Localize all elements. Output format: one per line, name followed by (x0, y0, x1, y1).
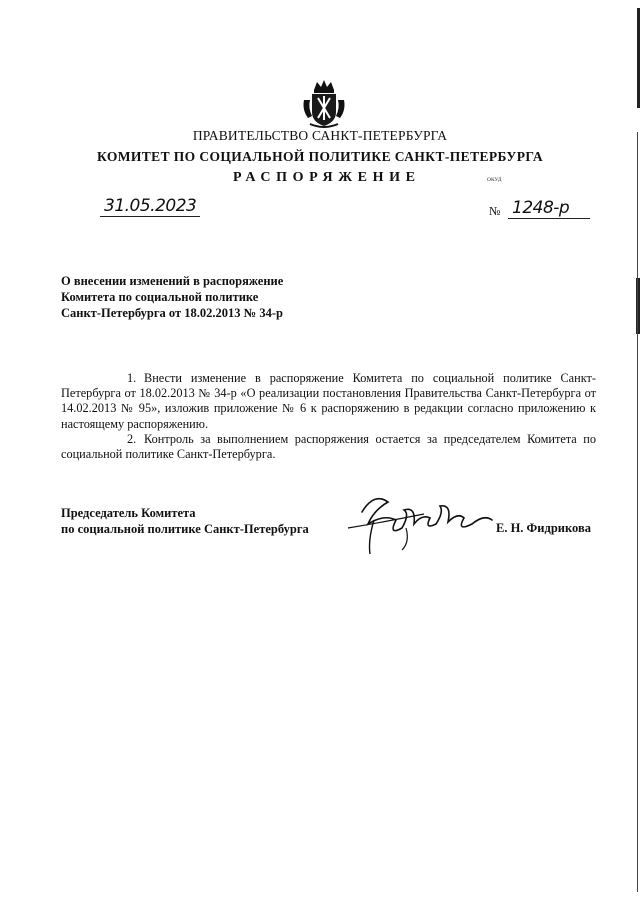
subject-line: Комитета по социальной политике (61, 290, 259, 304)
item-text: Контроль за выполнением распоряжения остается за председателем Комитета по социальной политике Санкт-Петербурга. (61, 432, 596, 462)
okud-label: ОКУД (487, 177, 502, 183)
document-type-title: РАСПОРЯЖЕНИЕ (233, 170, 421, 185)
subject-line: О внесении изменений в распоряжение (61, 274, 284, 288)
committee-name: КОМИТЕТ ПО СОЦИАЛЬНОЙ ПОЛИТИКЕ САНКТ-ПЕТЕРБУРГА (96, 149, 544, 164)
coat-of-arms-emblem (300, 78, 348, 130)
document-number: 1248-р (508, 199, 590, 219)
signer-name: Е. Н. Фидрикова (496, 521, 591, 535)
item-number: 1. (127, 371, 137, 385)
signer-title (61, 505, 309, 537)
order-item-1 (61, 371, 596, 432)
signer-title-line: Председатель Комитета (61, 506, 196, 520)
scan-edge-line (637, 132, 638, 892)
handwritten-signature (344, 484, 504, 558)
order-item-2 (61, 432, 596, 462)
signer-title-line: по социальной политике Санкт-Петербурга (61, 522, 309, 536)
government-name: ПРАВИТЕЛЬСТВО САНКТ-ПЕТЕРБУРГА (192, 128, 448, 143)
item-number: 2. (127, 432, 137, 446)
document-date: 31.05.2023 (100, 197, 200, 217)
document-subject (61, 273, 283, 321)
subject-line: Санкт-Петербурга от 18.02.2013 № 34-р (61, 306, 283, 320)
item-text: Внести изменение в распоряжение Комитета по социальной политике Санкт-Петербурга от 18.02.2013 № 34-р «О реализации постановления Правительства Санкт-Петербурга от 14.02.2013 № 95», изложив приложение № 6 к распоряжению в редакции согласно приложению к настоящему распоряжению. (61, 371, 596, 431)
number-label: № (489, 204, 501, 218)
